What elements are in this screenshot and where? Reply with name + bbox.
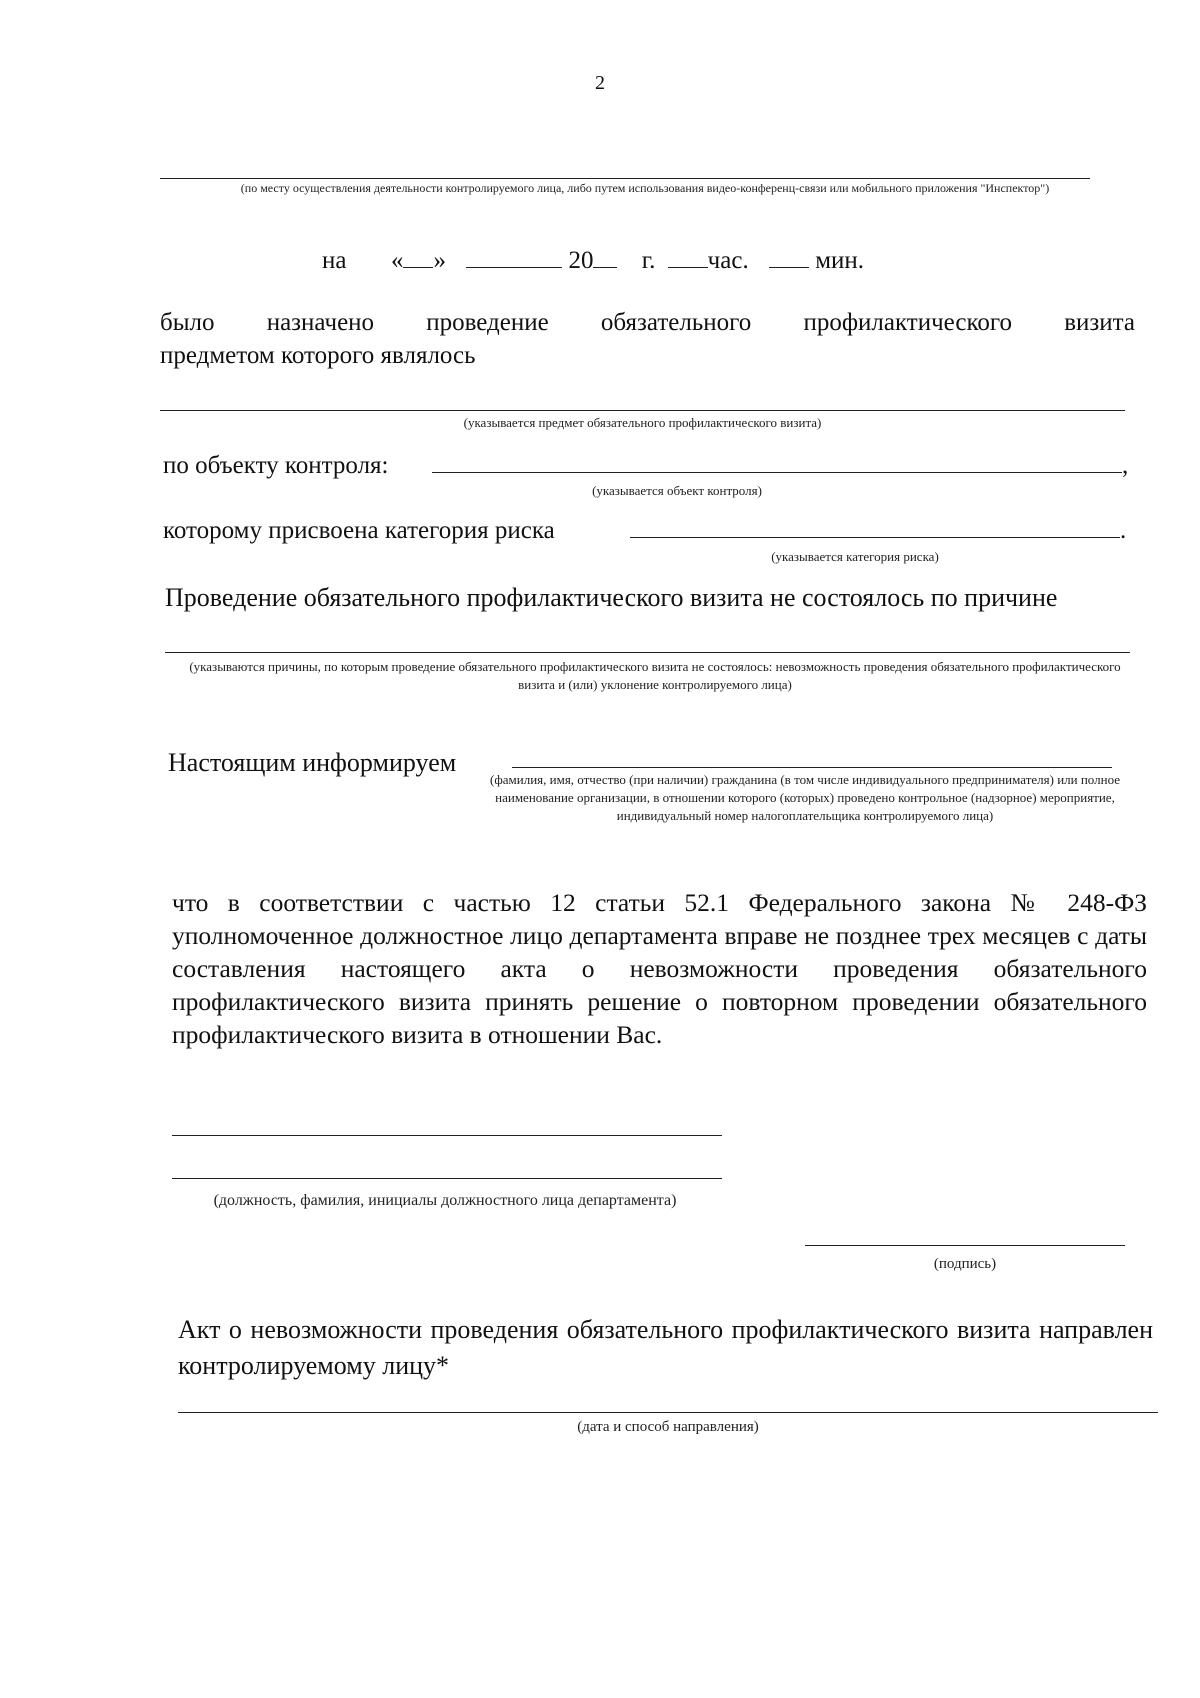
page-number: 2: [595, 72, 605, 94]
year-prefix: 20: [568, 247, 594, 274]
reason-line[interactable]: [165, 652, 1130, 653]
main-paragraph: что в соответствии с частью 12 статьи 52.1 Федерального закона № 248-ФЗ уполномоченное должностное лицо департамента вправе не позднее трех месяцев с даты составления настоящего акта о невозможности проведения обязательного профилактического визита принять решение о повторном проведении обязательного профилактического визита в отношении Вас.: [172, 888, 1147, 1049]
p1-word: назначено: [266, 309, 375, 336]
date-line: [322, 245, 864, 277]
paragraph1-line2: предметом которого являлось: [160, 342, 476, 369]
official-line-2[interactable]: [172, 1178, 722, 1179]
p1-word: профилактического: [803, 309, 1012, 336]
risk-category-period: .: [1120, 517, 1127, 544]
p1-word: визита: [1064, 309, 1135, 336]
object-control-hint: (указывается объект контроля): [592, 483, 762, 498]
year-blank[interactable]: [593, 245, 617, 268]
object-control-comma: ,: [1122, 452, 1129, 479]
subject-line[interactable]: [160, 410, 1125, 411]
minutes-blank[interactable]: [769, 245, 809, 268]
official-hint: (должность, фамилия, инициалы должностного лица департамента): [213, 1192, 677, 1209]
p1-word: было: [160, 309, 215, 336]
reason-text: Проведение обязательного профилактического визита не состоялось по причине: [165, 583, 1058, 612]
date-quote-close: »: [433, 247, 446, 274]
inform-line[interactable]: [512, 767, 1112, 768]
location-hint: (по месту осуществления деятельности контролируемого лица, либо путем использования видео-конференц-связи или мобильного приложения "Инспектор"): [240, 181, 1050, 195]
risk-category-hint: (указывается категория риска): [771, 549, 939, 564]
minutes-label: мин.: [815, 247, 865, 274]
location-line: [160, 178, 1090, 179]
act-sent-text: Акт о невозможности проведения обязательного профилактического визита направлен контролируемому лицу*: [178, 1315, 1153, 1380]
inform-label: Настоящим информируем: [168, 748, 457, 777]
month-blank[interactable]: [466, 245, 562, 268]
object-control-label: по объекту контроля:: [163, 452, 389, 479]
date-quote-open: «: [390, 247, 404, 274]
reason-hint: (указываются причины, по которым проведение обязательного профилактического визита не состоялось: невозможность проведения обязательного профилактического визита и (или) уклонение контролируемого лица): [189, 659, 1121, 692]
signature-line[interactable]: [805, 1245, 1125, 1246]
hours-blank[interactable]: [668, 245, 708, 268]
risk-category-line[interactable]: [630, 537, 1120, 538]
paragraph1-line1: [160, 307, 1135, 339]
risk-category-label: которому присвоена категория риска: [163, 517, 555, 544]
date-na: на: [322, 247, 347, 274]
p1-word: проведение: [426, 309, 549, 336]
subject-hint: (указывается предмет обязательного профилактического визита): [463, 415, 822, 430]
date-method-line[interactable]: [178, 1412, 1158, 1413]
signature-hint: (подпись): [933, 1256, 997, 1272]
object-control-line[interactable]: [432, 472, 1122, 473]
date-method-hint: (дата и способ направления): [577, 1419, 759, 1435]
year-suffix: г.: [641, 247, 656, 274]
day-blank[interactable]: [403, 245, 433, 268]
p1-word: обязательного: [600, 309, 752, 336]
hours-label: час.: [707, 247, 749, 274]
inform-hint: (фамилия, имя, отчество (при наличии) гражданина (в том числе индивидуального предпринимателя) или полное наименование организации, в отношении которого (которых) проведено контрольное (надзорное) мероприятие, индивидуальный номер налогоплательщика контролируемого лица): [490, 772, 1120, 823]
official-line-1[interactable]: [172, 1135, 722, 1136]
